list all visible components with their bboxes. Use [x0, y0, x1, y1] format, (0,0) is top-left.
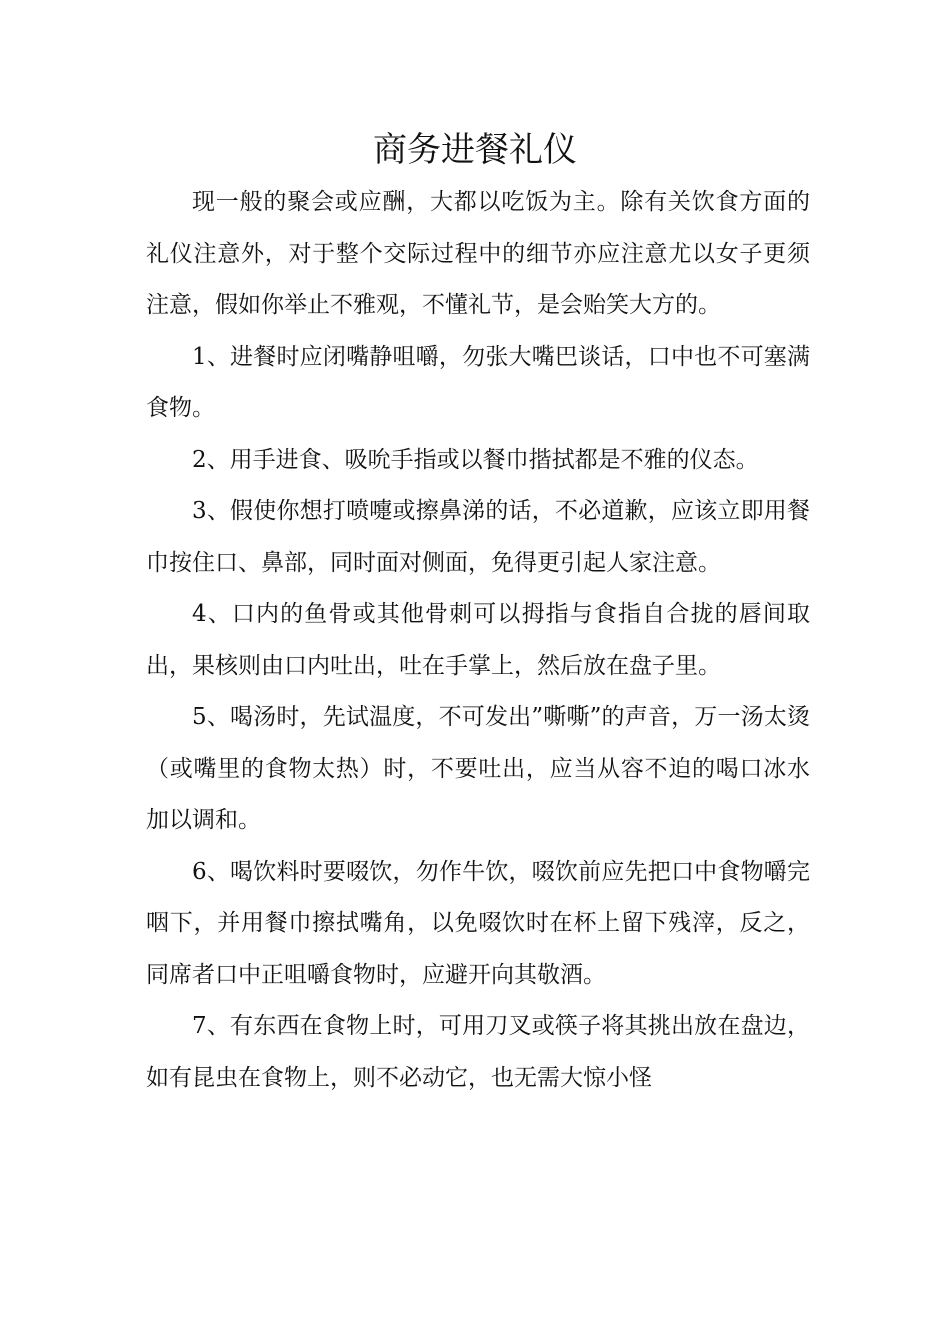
rule-paragraph-7: 7、有东西在食物上时，可用刀叉或筷子将其挑出放在盘边，如有昆虫在食物上，则不必动它，也无需大惊小怪 [146, 1013, 810, 1091]
rule-paragraph-5: 5、喝汤时，先试温度，不可发出”嘶嘶”的声音，万一汤太烫（或嘴里的食物太热）时，不要吐出，应当从容不迫的喝口冰水加以调和。 [146, 704, 810, 833]
rule-paragraph-2: 2、用手进食、吸吮手指或以餐巾揩拭都是不雅的仪态。 [192, 446, 759, 473]
page-title: 商务进餐礼仪 [373, 130, 577, 170]
rule-paragraph-3: 3、假使你想打喷嚏或擦鼻涕的话，不必道歉，应该立即用餐巾按住口、鼻部，同时面对侧面，免得更引起人家注意。 [146, 498, 810, 576]
document-body [146, 177, 810, 1104]
rule-paragraph-4: 4、口内的鱼骨或其他骨刺可以拇指与食指自合拢的唇间取出，果核则由口内吐出，吐在手掌上，然后放在盘子里。 [146, 601, 810, 679]
rule-paragraph-6: 6、喝饮料时要啜饮，勿作牛饮，啜饮前应先把口中食物嚼完咽下，并用餐巾擦拭嘴角，以免啜饮时在杯上留下残滓，反之，同席者口中正咀嚼食物时，应避开向其敬酒。 [146, 858, 810, 988]
intro-paragraph: 现一般的聚会或应酬，大都以吃饭为主。除有关饮食方面的礼仪注意外，对于整个交际过程中的细节亦应注意尤以女子更须注意，假如你举止不雅观，不懂礼节，是会贻笑大方的。 [146, 189, 810, 318]
rule-paragraph-1: 1、进餐时应闭嘴静咀嚼，勿张大嘴巴谈话，口中也不可塞满食物。 [146, 343, 810, 421]
